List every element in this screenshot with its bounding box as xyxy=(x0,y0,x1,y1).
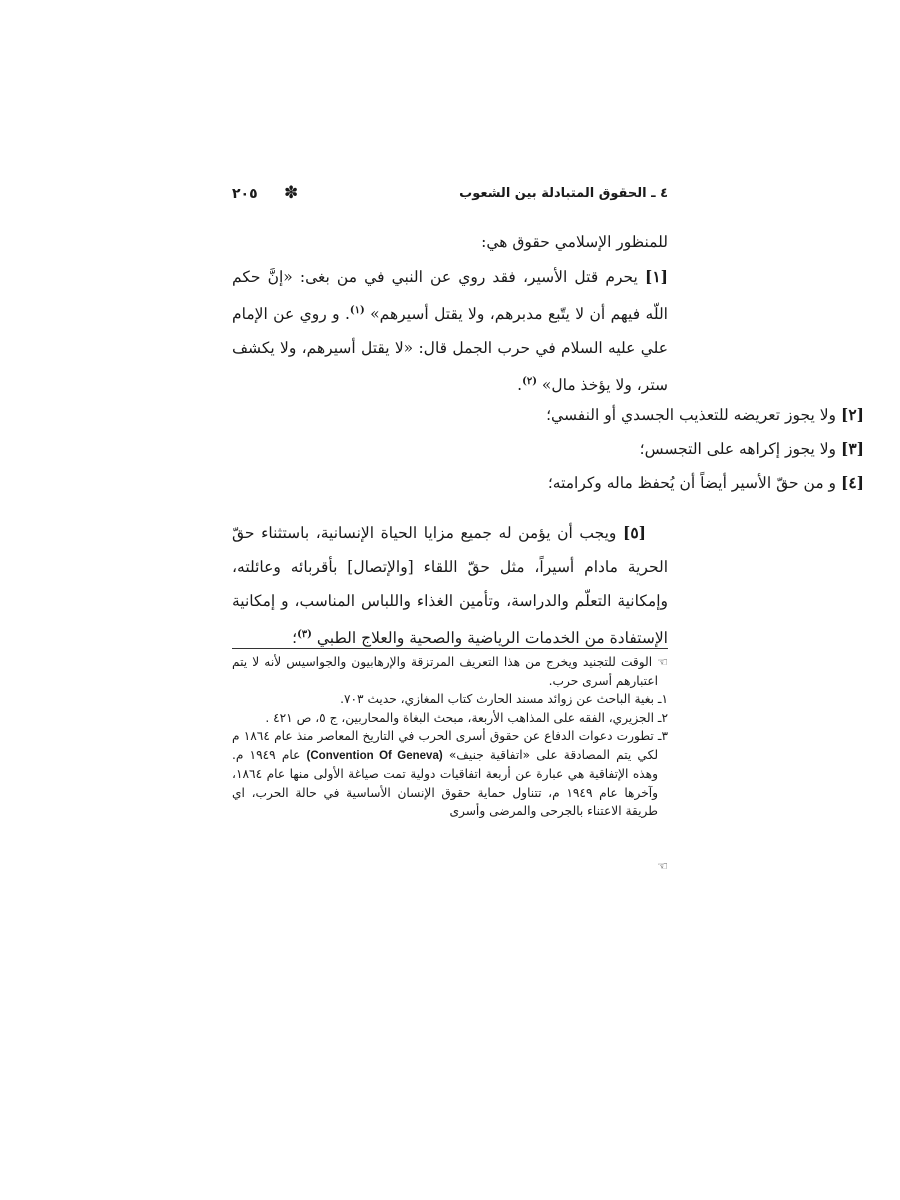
paragraph-text: . و روي عن الإمام علي عليه السلام في حرب الجمل قال: «لا يقتل أسيرهم، ولا يكشف ستر، ولا يؤخذ مال» xyxy=(232,305,668,395)
footnote-text: ٣ـ تطورت دعوات الدفاع عن حقوق أسرى الحرب في التاريخ المعاصر منذ عام ١٨٦٤ م لكي يتم المصادقة على «اتفاقية جنيف» xyxy=(232,729,669,762)
footnote-continuation xyxy=(232,653,668,690)
footnotes xyxy=(232,653,669,873)
running-header xyxy=(232,182,668,208)
footnote-3 xyxy=(232,727,668,821)
paragraph-2 xyxy=(464,398,864,432)
footnote-1 xyxy=(232,690,668,709)
pointing-hand-icon: ☜ xyxy=(657,859,668,873)
paragraph-text: ويجب أن يؤمن له جميع مزايا الحياة الإنسانية، باستثناء حقّ الحرية مادام أسيراً، مثل حقّ اللقاء [والإتصال] بأقربائه وعائلته، وإمكانية التعلّم والدراسة، وتأمين الغذاء واللباس المناسب، و إمكانية الإستفادة من الخدمات الرياضية والصحية والعلاج الطبي xyxy=(232,523,668,647)
paragraph-end: . xyxy=(517,376,523,395)
paragraph-text: و من حقّ الأسير أيضاً أن يُحفظ ماله وكرامته؛ xyxy=(547,474,837,492)
footnote-ref: (١) xyxy=(349,305,365,316)
item-number: [١] xyxy=(644,267,668,286)
item-number: [٣] xyxy=(840,439,864,458)
footnote-text: عام ١٩٤٩ م. وهذه الإتفاقية هي عبارة عن أربعة اتفاقيات دولية تمت صياغة الأولى منها عام ١٨٦٤، وآخرها عام ١٩٤٩ م، تتناول حماية حقوق الإنسان الأساسية في حالة الحرب، اي طريقة الاعتناء بالجرحى والمرضى وأسرى xyxy=(232,747,659,818)
page-number: ٢٠٥ xyxy=(232,186,258,202)
intro-text: للمنظور الإسلامي حقوق هي: xyxy=(481,233,668,251)
paragraph-4 xyxy=(464,466,864,500)
paragraph-text: يحرم قتل الأسير، فقد روي عن النبي في من بغى: «إنَّ حكم اللّه فيهم أن لا يتّبع مدبرهم، ولا يقتل أسيرهم» xyxy=(232,268,668,324)
footnote-ref: (٣) xyxy=(297,628,312,640)
footnote-text: ١ـ بغية الباحث عن زوائد مسند الحارث كتاب المغازي، حديث ٧٠٣. xyxy=(340,692,668,706)
paragraph-3 xyxy=(464,432,864,466)
item-number: [٢] xyxy=(840,405,864,424)
flower-ornament-icon: ✽ xyxy=(284,183,299,203)
footnote-divider xyxy=(232,648,668,649)
footnote-text: الوقت للتجنيد ويخرج من هذا التعريف المرتزقة والإرهابيون والجواسيس لأنه لا يتم اعتبارهم أسرى حرب. xyxy=(232,655,658,688)
intro-line xyxy=(232,225,668,259)
paragraph-end: ؛ xyxy=(292,628,298,647)
footnote-latin-term: (Convention Of Geneva) xyxy=(306,749,443,762)
footnote-2 xyxy=(232,709,668,728)
running-title: ٤ ـ الحقوق المتبادلة بين الشعوب xyxy=(459,186,668,201)
paragraph-5 xyxy=(232,500,668,670)
footnote-ref: (٢) xyxy=(522,376,537,388)
pointing-hand-icon: ☜ xyxy=(657,655,669,669)
paragraph-text: ولا يجوز تعريضه للتعذيب الجسدي أو النفسي؛ xyxy=(546,406,837,424)
paragraph-text: ولا يجوز إكراهه على التجسس؛ xyxy=(639,440,837,458)
footnote-text: ٢ـ الجزيري، الفقه على المذاهب الأربعة، مبحث البغاة والمحاربين، ج ٥، ص ٤٢١ . xyxy=(265,710,668,725)
item-number: [٤] xyxy=(840,473,864,492)
item-number: [٥] xyxy=(622,522,646,542)
paragraph-1 xyxy=(232,260,668,396)
